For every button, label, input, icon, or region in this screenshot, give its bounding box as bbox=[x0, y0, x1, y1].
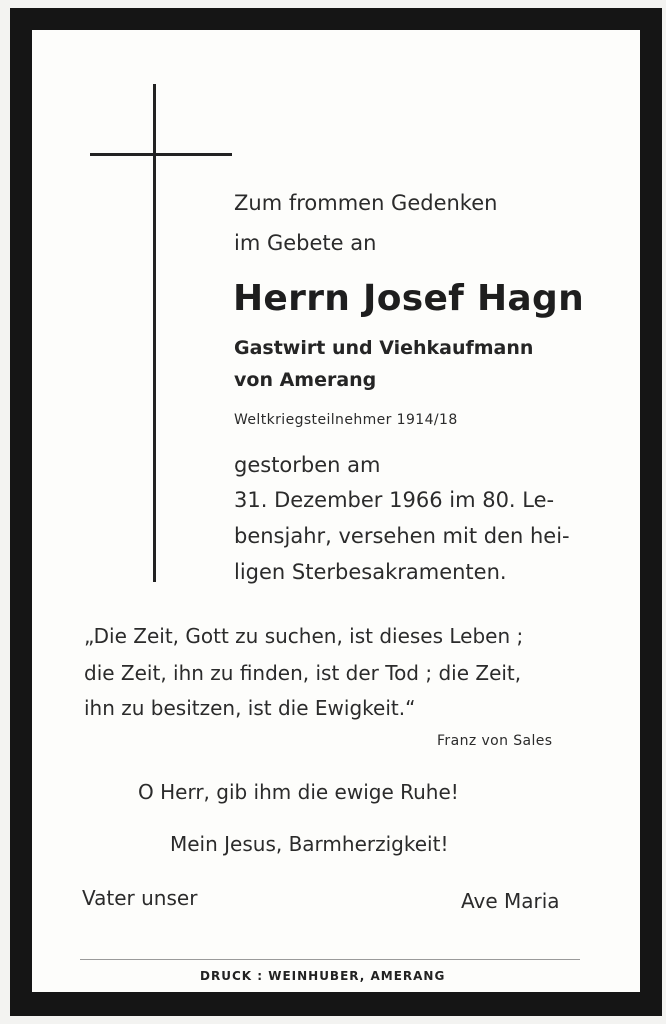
deceased-name: Herrn Josef Hagn bbox=[233, 278, 585, 319]
death-line-2: 31. Dezember 1966 im 80. Le- bbox=[234, 488, 555, 512]
intro-line-1: Zum frommen Gedenken bbox=[234, 191, 498, 215]
deceased-occupation: Gastwirt und Viehkaufmann bbox=[234, 337, 534, 359]
death-line-3: bensjahr, versehen mit den hei- bbox=[234, 524, 570, 548]
cross-icon-horizontal bbox=[90, 153, 232, 156]
prayer-line-2: Mein Jesus, Barmherzigkeit! bbox=[170, 832, 449, 856]
printer-credit: DRUCK : WEINHUBER, AMERANG bbox=[200, 969, 446, 983]
quote-line-1: „Die Zeit, Gott zu suchen, ist dieses Leben ; bbox=[84, 624, 524, 648]
quote-line-3: ihn zu besitzen, ist die Ewigkeit.“ bbox=[84, 696, 416, 720]
death-line-4: ligen Sterbesakramenten. bbox=[234, 560, 507, 584]
prayer-line-1: O Herr, gib ihm die ewige Ruhe! bbox=[138, 780, 459, 804]
cross-icon-vertical bbox=[153, 84, 156, 582]
quote-author: Franz von Sales bbox=[437, 733, 553, 749]
deceased-place: von Amerang bbox=[234, 369, 377, 391]
intro-line-2: im Gebete an bbox=[234, 231, 377, 255]
death-line-1: gestorben am bbox=[234, 453, 381, 477]
quote-line-2: die Zeit, ihn zu finden, ist der Tod ; die Zeit, bbox=[84, 661, 522, 685]
veteran-note: Weltkriegsteilnehmer 1914/18 bbox=[234, 412, 458, 428]
prayer-ave-maria: Ave Maria bbox=[461, 889, 560, 913]
divider-line bbox=[80, 959, 580, 960]
prayer-vater-unser: Vater unser bbox=[82, 886, 198, 910]
